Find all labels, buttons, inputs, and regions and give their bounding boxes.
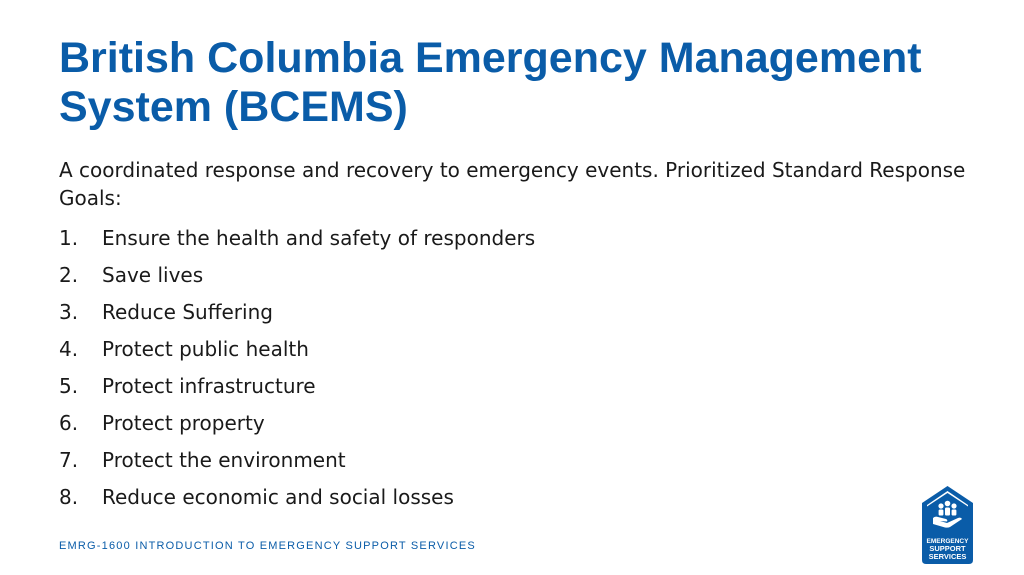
list-item [59, 441, 535, 478]
list-item-text: Reduce economic and social losses [102, 484, 454, 509]
ess-logo [922, 486, 973, 564]
list-item [59, 478, 535, 515]
list-item-text: Protect infrastructure [102, 373, 316, 398]
list-item-text: Save lives [102, 262, 204, 287]
list-item-text: Protect public health [102, 336, 309, 361]
list-item-number: 2. [59, 262, 79, 287]
list-item-number: 5. [59, 373, 79, 398]
list-item [59, 367, 535, 404]
list-item-number: 1. [59, 225, 79, 250]
list-item [59, 293, 535, 330]
list-item [59, 256, 535, 293]
list-item [59, 330, 535, 367]
list-item [59, 219, 535, 256]
list-item-text: Ensure the health and safety of responders [102, 225, 536, 250]
intro-text: A coordinated response and recovery to emergency events. Prioritized Standard Response Goals: [59, 158, 966, 210]
list-item-number: 3. [59, 299, 79, 324]
course-footer: EMRG-1600 INTRODUCTION TO EMERGENCY SUPPORT SERVICES [59, 540, 476, 552]
list-item-number: 4. [59, 336, 79, 361]
list-item-number: 8. [59, 484, 79, 509]
logo-text-line: EMERGENCY [926, 538, 969, 545]
logo-text-line: SERVICES [928, 551, 967, 561]
list-item [59, 404, 535, 441]
logo-text-line: SUPPORT [929, 544, 966, 553]
slide-title: British Columbia Emergency Management System (BCEMS) [59, 34, 922, 131]
response-goals-list [59, 219, 535, 515]
list-item-number: 6. [59, 410, 79, 435]
list-item-text: Protect the environment [102, 447, 346, 472]
list-item-text: Protect property [102, 410, 265, 435]
list-item-text: Reduce Suffering [102, 299, 273, 324]
list-item-number: 7. [59, 447, 79, 472]
